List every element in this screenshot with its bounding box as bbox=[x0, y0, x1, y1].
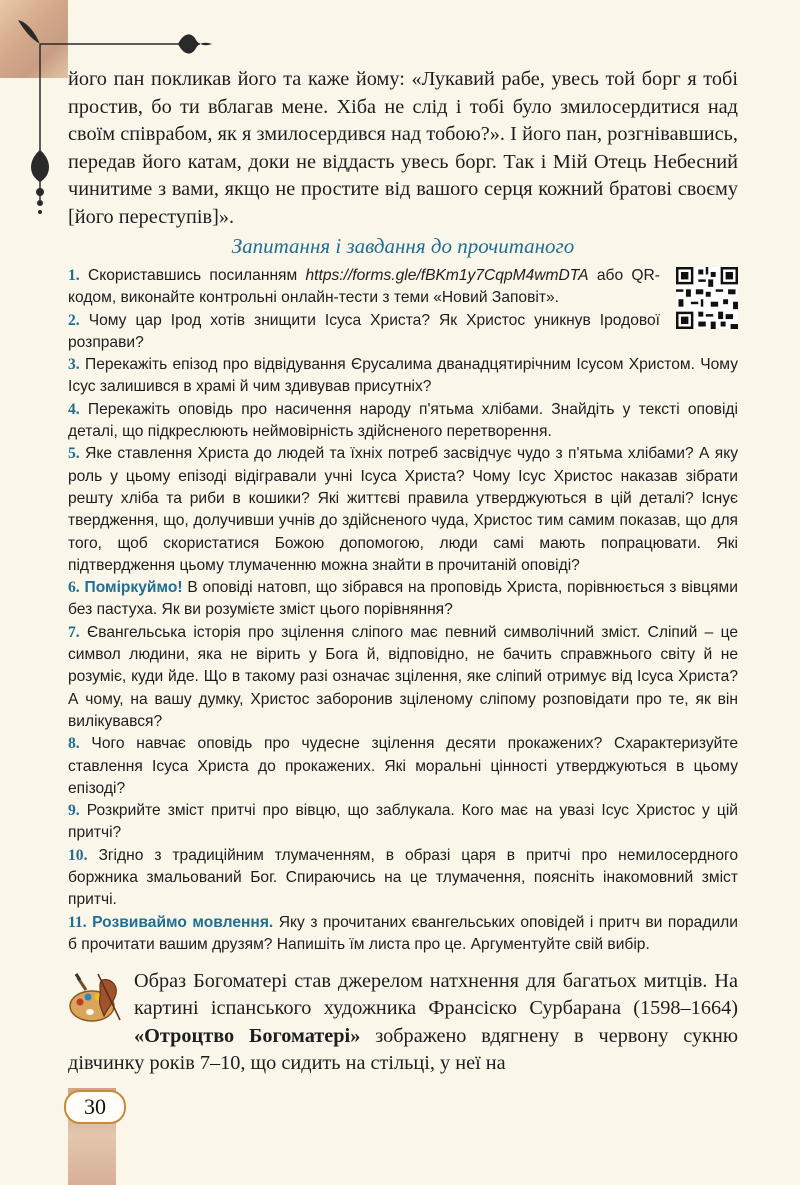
task-item: 6. Поміркуймо! В оповіді натовп, що зібрався на проповідь Христа, порівнюється з вівцями без пастуха. Як ви розумієте зміст цього порівняння? bbox=[68, 579, 738, 619]
task-item: 7. Євангельська історія про зцілення сліпого має певний символічний зміст. Сліпий – це символ людини, яка не вірить у Бога й, відповідно, не бачить справжнього світу й не розуміє, куди йде. Що в такому разі означає зцілення, яке сліпий отримує від Ісуса Христа? А чому, на вашу думку, Христос заборонив зціленому сліпому розповідати про те, як він вилікувався? bbox=[68, 623, 738, 730]
page-number: 30 bbox=[64, 1090, 126, 1124]
task-item: 5. Яке ставлення Христа до людей та їхніх потреб засвідчує чудо з п'ятьма хлібами? А яку роль у цьому епізоді відігравали учні Ісуса Христа? Чому Ісус Христос наказав зібрати решту хліба та риби в кошики? Які життєві правила утверджуються в цій деталі? Існує твердження, що, долучивши учнів до здійсненого чуда, Христос тим самим показав, що для того, щоб скористатися Божою допомогою, люди самі мають попрацювати. Які підтвердження цьому тлумаченню можна знайти в прочитаній оповіді? bbox=[68, 445, 738, 574]
task-item: 2. Чому цар Ірод хотів знищити Ісуса Христа? Як Христос уникнув Іродової розправи? bbox=[68, 311, 660, 351]
task-item: 10. Згідно з традиційним тлумаченням, в образі царя в притчі про немилосердного боржника змальований Бог. Спираючись на це тлумачення, поясніть інакомовний зміст притчі. bbox=[68, 846, 739, 909]
task-item: 3. Перекажіть епізод про відвідування Єрусалима дванадцятирічним Ісусом Христом. Чому Ісус залишився в храмі й чим здивував присутніх? bbox=[68, 356, 738, 396]
task-item: 11. Розвиваймо мовлення. Яку з прочитаних євангельських оповідей і притч ви порадили б прочитати вашим друзям? Напишіть їм листа про це. Аргументуйте свій вибір. bbox=[68, 913, 738, 953]
story-text bbox=[68, 66, 738, 231]
task-item: 8. Чого навчає оповідь про чудесне зцілення десяти прокажених? Схарактеризуйте ставлення Ісуса Христа до прокажених. Які моральні цінності утверджуються в цьому епізоді? bbox=[68, 735, 738, 797]
task-list bbox=[68, 265, 738, 956]
story-paragraph: його пан покликав його та каже йому: «Лукавий рабе, увесь той борг я тобі простив, бо ти вблагав мене. Хіба не слід і тобі було змилосердитися над своїм співрабом, як я змилосердився над тобою?». І його пан, розгнівавшись, передав його катам, доки не віддасть увесь борг. Так і Мій Отець Небесний чинитиме з вами, якщо не простите від вашого серця кожний братові своєму [його переступів]». bbox=[68, 68, 738, 228]
task-item: 1. Скориставшись посиланням https://forms.gle/fBKm1y7CqpM4wmDTA або QR-кодом, виконайте контрольні онлайн-тести з теми «Новий Заповіт». bbox=[68, 267, 660, 307]
test-link[interactable]: https://forms.gle/fBKm1y7CqpM4wmDTA bbox=[305, 267, 589, 284]
task-item: 4. Перекажіть оповідь про насичення народу п'ятьма хлібами. Знайдіть у тексті оповіді деталі, що підкреслюють неймовірність здійсненого перетворення. bbox=[68, 400, 738, 441]
art-note: Образ Богоматері став джерелом натхнення для багатьох митців. На картині іспанського художника Франсіско Сурбарана (1598–1664) «Отроцтво Богоматері» зображено вдягнену в червону сукню дівчинку років 7–10, що сидить на стільці, у неї на bbox=[68, 970, 739, 1074]
palette-violin-icon bbox=[68, 970, 126, 1026]
section-title: Запитання і завдання до прочитаного bbox=[231, 234, 575, 258]
painting-title: «Отроцтво Богоматері» bbox=[134, 1024, 361, 1047]
task-item: 9. Розкрийте зміст притчі про вівцю, що заблукала. Кого має на увазі Ісус Христос у цій притчі? bbox=[68, 802, 738, 842]
